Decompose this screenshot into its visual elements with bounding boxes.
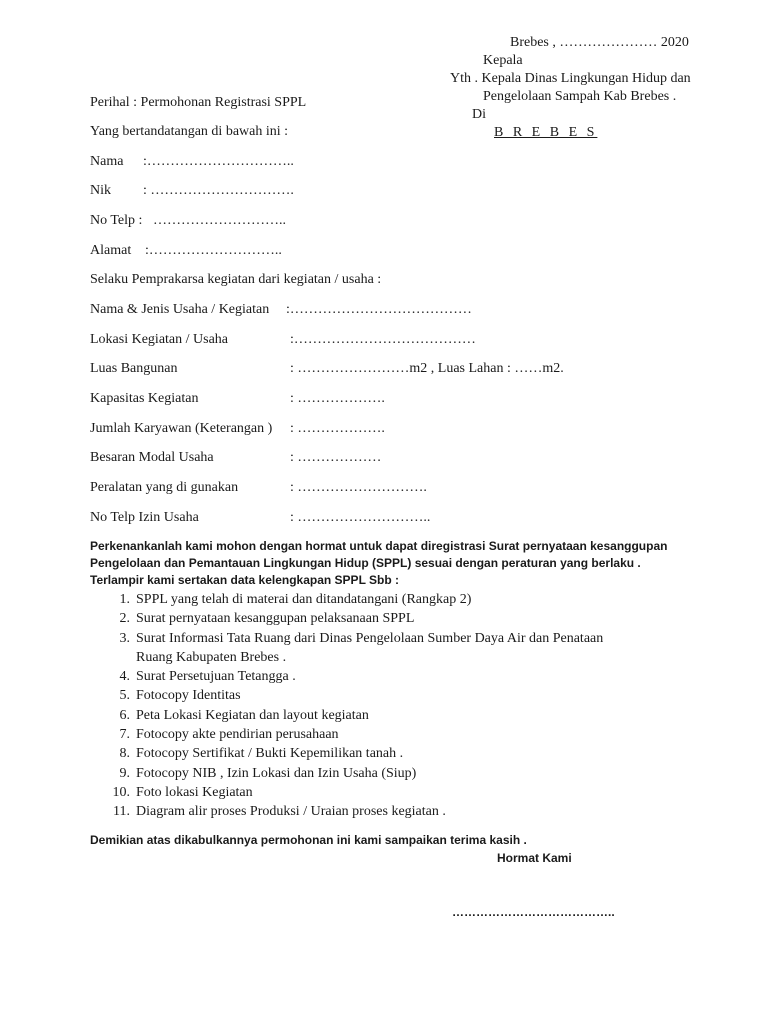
list-number: 11. <box>113 804 130 820</box>
field-label-karyawan: Jumlah Karyawan (Keterangan ) <box>90 421 273 436</box>
list-text: Surat Informasi Tata Ruang dari Dinas Pengelolaan Sumber Daya Air dan Penataan <box>136 630 604 646</box>
request-line-2: Pengelolaan dan Pemantauan Lingkungan Hidup (SPPL) sesuai dengan peraturan yang berlaku . <box>90 556 641 570</box>
field-value-nik[interactable]: : …………………………. <box>143 183 294 198</box>
field-label-lokasi: Lokasi Kegiatan / Usaha <box>90 332 229 347</box>
field-label-modal: Besaran Modal Usaha <box>90 450 214 465</box>
field-label-kapasitas: Kapasitas Kegiatan <box>90 391 199 406</box>
field-value-luas[interactable]: : ……………………m2 , Luas Lahan : ……m2. <box>290 361 564 376</box>
list-item <box>110 629 670 668</box>
list-item <box>110 744 670 763</box>
intro-line: Yang bertandatangan di bawah ini : <box>90 124 289 139</box>
recipient-city: B R E B E S <box>494 125 598 140</box>
field-label-luas: Luas Bangunan <box>90 361 178 376</box>
list-number: 1. <box>119 592 130 607</box>
list-number: 2. <box>119 611 130 627</box>
list-number: 6. <box>119 707 130 723</box>
request-line-3: Terlampir kami sertakan data kelengkapan SPPL Sbb : <box>90 573 400 587</box>
field-value-kapasitas[interactable]: : ………………. <box>290 391 385 406</box>
pemprakarsa-line: Selaku Pemprakarsa kegiatan dari kegiatan / usaha : <box>90 272 382 287</box>
recipient-di: Di <box>472 107 486 122</box>
recipient-line-1: Yth . Kepala Dinas Lingkungan Hidup dan <box>450 71 691 86</box>
list-number: 5. <box>119 688 130 704</box>
field-value-nama[interactable]: :………………………….. <box>143 154 294 169</box>
list-text: Fotocopy akte pendirian perusahaan <box>136 727 339 743</box>
signature-line[interactable]: ………………………………….. <box>452 905 615 919</box>
place-date: Brebes , ………………… 2020 <box>510 35 689 50</box>
list-text: SPPL yang telah di materai dan ditandatangani (Rangkap 2) <box>136 592 472 607</box>
field-value-peralatan[interactable]: : ………………………. <box>290 480 427 495</box>
list-number: 9. <box>119 765 130 781</box>
list-text-continued: Ruang Kabupaten Brebes . <box>136 649 287 665</box>
list-item <box>110 686 670 705</box>
list-item <box>110 725 670 744</box>
list-item <box>110 783 670 802</box>
field-value-telp[interactable]: ……………………….. <box>153 213 286 228</box>
field-label-peralatan: Peralatan yang di gunakan <box>90 480 239 495</box>
list-item <box>110 667 670 686</box>
field-label-alamat: Alamat <box>90 243 132 258</box>
attachment-list <box>110 590 670 822</box>
request-line-1: Perkenankanlah kami mohon dengan hormat untuk dapat diregistrasi Surat pernyataan kesanggupan <box>90 539 668 553</box>
list-number: 8. <box>119 746 130 762</box>
field-label-telp: No Telp : <box>90 213 143 228</box>
regards-line: Hormat Kami <box>497 851 572 865</box>
recipient-kepala: Kepala <box>483 53 523 68</box>
field-value-modal[interactable]: : ……………… <box>290 450 382 465</box>
list-item <box>110 590 670 609</box>
list-text: Peta Lokasi Kegiatan dan layout kegiatan <box>136 707 369 723</box>
list-text: Surat Persetujuan Tetangga . <box>136 669 296 685</box>
list-item <box>110 609 670 628</box>
list-text: Fotocopy NIB , Izin Lokasi dan Izin Usaha (Siup) <box>136 765 417 781</box>
list-number: 10. <box>112 784 130 800</box>
field-value-nama-usaha[interactable]: :………………………………… <box>286 302 472 317</box>
field-value-karyawan[interactable]: : ………………. <box>290 421 385 436</box>
field-value-telp-izin[interactable]: : ……………………….. <box>290 510 431 525</box>
field-label-nik: Nik <box>90 183 111 198</box>
list-number: 3. <box>119 630 130 646</box>
field-value-alamat[interactable]: :……………………….. <box>145 243 282 258</box>
field-label-nama-usaha: Nama & Jenis Usaha / Kegiatan <box>90 302 270 317</box>
field-value-lokasi[interactable]: :………………………………… <box>290 332 476 347</box>
list-item <box>110 764 670 783</box>
list-text: Diagram alir proses Produksi / Uraian proses kegiatan . <box>136 804 446 820</box>
list-text: Surat pernyataan kesanggupan pelaksanaan SPPL <box>136 611 415 627</box>
field-label-telp-izin: No Telp Izin Usaha <box>90 510 199 525</box>
list-number: 4. <box>119 669 130 685</box>
recipient-line-2: Pengelolaan Sampah Kab Brebes . <box>483 89 677 104</box>
list-number: 7. <box>119 727 130 743</box>
list-item <box>110 802 670 821</box>
subject-line: Perihal : Permohonan Registrasi SPPL <box>90 95 307 110</box>
list-text: Fotocopy Identitas <box>136 688 241 704</box>
list-item <box>110 706 670 725</box>
field-label-nama: Nama <box>90 154 124 169</box>
list-text: Foto lokasi Kegiatan <box>136 784 253 800</box>
list-text: Fotocopy Sertifikat / Bukti Kepemilikan tanah . <box>136 746 404 762</box>
closing-line: Demikian atas dikabulkannya permohonan ini kami sampaikan terima kasih . <box>90 833 527 847</box>
